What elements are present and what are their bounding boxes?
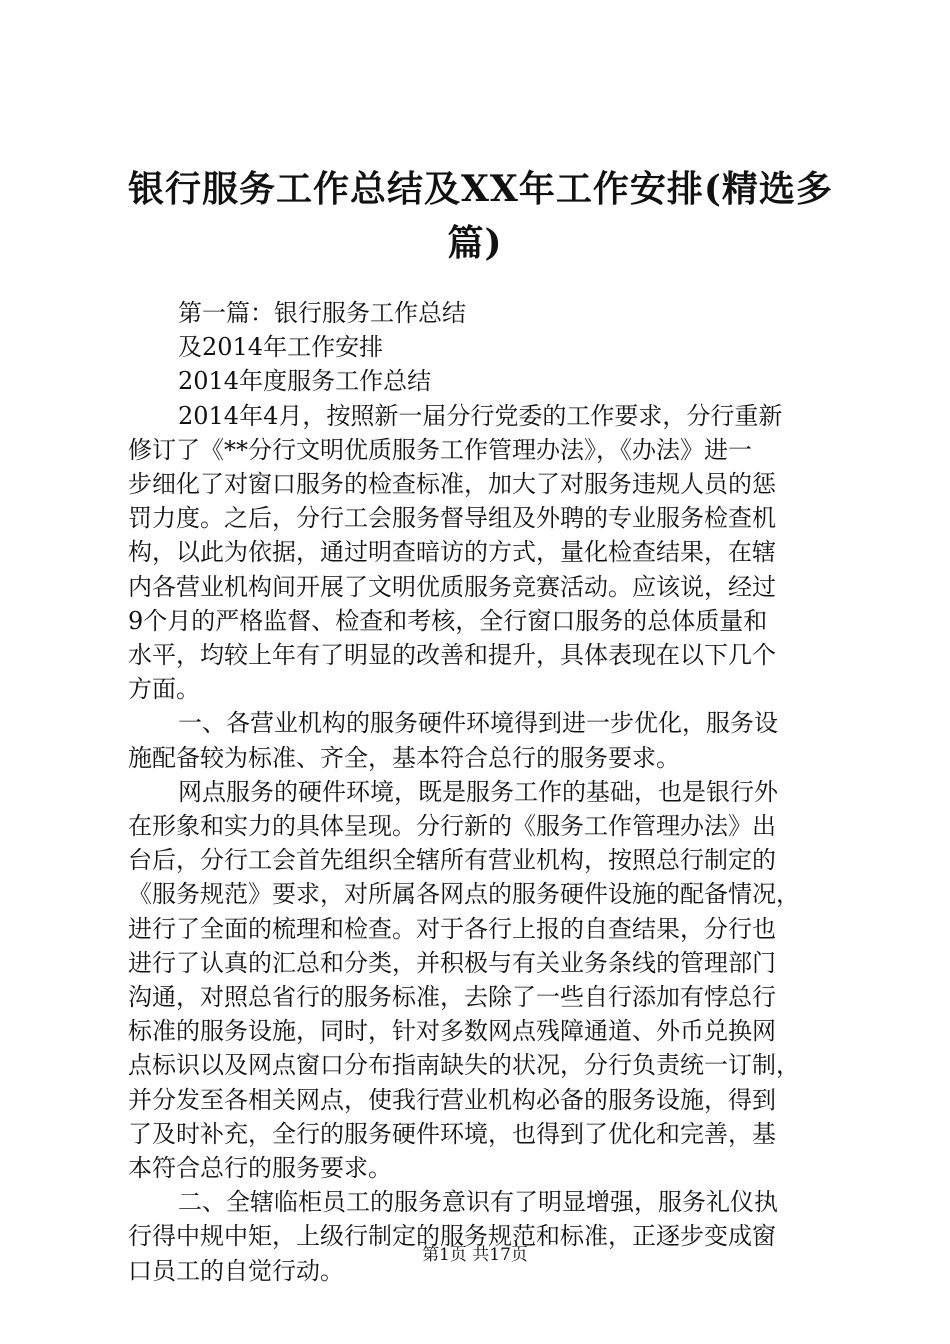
body-line: 在形象和实力的具体呈现。分行新的《服务工作管理办法》出 bbox=[128, 812, 776, 841]
body-line: 进行了认真的汇总和分类，并积极与有关业务条线的管理部门 bbox=[128, 948, 776, 977]
body-line: 二、全辖临柜员工的服务意识有了明显增强，服务礼仪执 bbox=[178, 1188, 778, 1217]
body-line: 方面。 bbox=[128, 675, 200, 704]
body-line: 台后，分行工会首先组织全辖所有营业机构，按照总行制定的 bbox=[128, 846, 776, 875]
body-line: 9个月的严格监督、检查和考核，全行窗口服务的总体质量和 bbox=[128, 606, 768, 635]
body-line: 内各营业机构间开展了文明优质服务竞赛活动。应该说，经过 bbox=[128, 572, 776, 601]
body-line: 点标识以及网点窗口分布指南缺失的状况，分行负责统一订制， bbox=[128, 1051, 800, 1080]
page-footer: 第1页 共17页 bbox=[422, 1245, 528, 1265]
body-line: 口员工的自觉行动。 bbox=[128, 1256, 344, 1285]
body-line: 《服务规范》要求，对所属各网点的服务硬件设施的配备情况， bbox=[128, 880, 800, 909]
body-line: 罚力度。之后，分行工会服务督导组及外聘的专业服务检查机 bbox=[128, 504, 776, 533]
body-line: 修订了《**分行文明优质服务工作管理办法》，《办法》进一 bbox=[128, 435, 752, 464]
body-line: 并分发至各相关网点，使我行营业机构必备的服务设施，得到 bbox=[128, 1085, 776, 1114]
body-line: 及2014年工作安排 bbox=[178, 333, 384, 362]
document-title bbox=[128, 162, 833, 270]
body-line: 本符合总行的服务要求。 bbox=[128, 1154, 392, 1183]
body-line: 进行了全面的梳理和检查。对于各行上报的自查结果，分行也 bbox=[128, 914, 776, 943]
body-line: 构，以此为依据，通过明查暗访的方式，量化检查结果，在辖 bbox=[128, 538, 776, 567]
body-line: 步细化了对窗口服务的检查标准，加大了对服务违规人员的惩 bbox=[128, 470, 776, 499]
body-line: 了及时补充，全行的服务硬件环境，也得到了优化和完善，基 bbox=[128, 1119, 776, 1148]
body-line: 网点服务的硬件环境，既是服务工作的基础，也是银行外 bbox=[178, 777, 778, 806]
title-line: 银行服务工作总结及XX年工作安排(精选多 bbox=[128, 168, 833, 210]
body-line: 行得中规中矩，上级行制定的服务规范和标准，正逐步变成窗 bbox=[128, 1222, 776, 1251]
body-line: 2014年4月，按照新一届分行党委的工作要求，分行重新 bbox=[178, 401, 783, 430]
body-line: 一、各营业机构的服务硬件环境得到进一步优化，服务设 bbox=[178, 709, 778, 738]
body-line: 标准的服务设施，同时，针对多数网点残障通道、外币兑换网 bbox=[128, 1017, 776, 1046]
body-line: 施配备较为标准、齐全，基本符合总行的服务要求。 bbox=[128, 743, 680, 772]
document-body bbox=[128, 296, 834, 1288]
title-line: 篇) bbox=[447, 222, 503, 264]
body-line: 第一篇：银行服务工作总结 bbox=[178, 299, 466, 327]
body-line: 水平，均较上年有了明显的改善和提升，具体表现在以下几个 bbox=[128, 641, 776, 670]
body-line: 2014年度服务工作总结 bbox=[178, 367, 432, 396]
body-line: 沟通，对照总省行的服务标准，去除了一些自行添加有悖总行 bbox=[128, 983, 776, 1012]
